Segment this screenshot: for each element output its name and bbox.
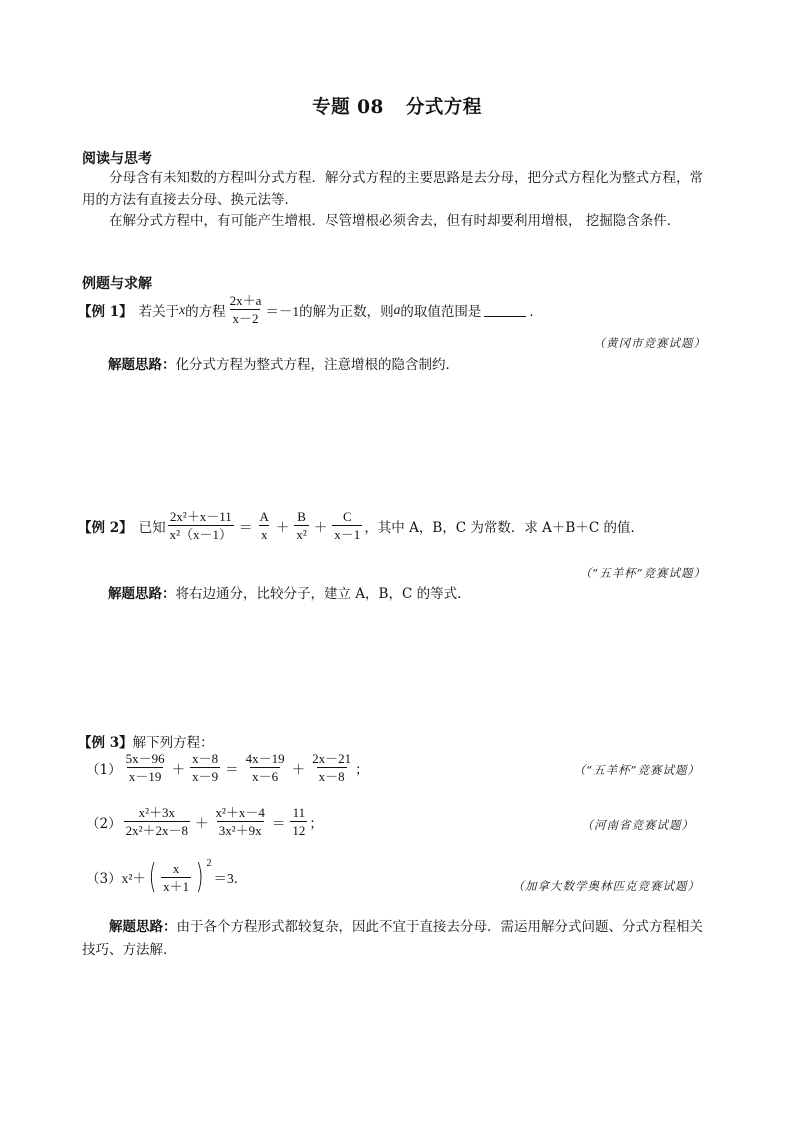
fraction	[310, 751, 353, 784]
fraction	[190, 751, 220, 784]
fraction	[332, 509, 362, 542]
hint-label: 解题思路：	[108, 586, 176, 602]
title-name: 分式方程	[405, 97, 482, 118]
variable-x: x	[179, 301, 186, 317]
problem-1-source: （“五羊杯”竞赛试题）	[573, 763, 700, 777]
example-2	[78, 509, 644, 542]
plus-sign: ＋	[291, 761, 306, 777]
fraction-denominator: 2x²＋2x－8	[125, 823, 188, 838]
hint-text: 化分式方程为整式方程，注意增根的隐含制约．	[175, 357, 459, 373]
fraction-numerator: 2x－21	[312, 751, 352, 766]
example-3-label: 【例 3】	[78, 735, 133, 751]
example-3-hint	[82, 916, 714, 962]
example-1	[78, 293, 543, 326]
problem-2	[86, 805, 323, 838]
fraction-denominator: x－6	[252, 769, 279, 784]
punctuation: ．	[529, 303, 543, 320]
page-title	[0, 93, 794, 119]
answer-blank[interactable]	[484, 302, 526, 317]
fraction	[244, 751, 287, 784]
example-3-text: 解下列方程：	[132, 735, 214, 751]
equation-rhs: ＝3．	[213, 871, 248, 886]
fraction	[294, 509, 308, 542]
exponent: 2	[206, 858, 212, 869]
fraction-denominator: 3x²＋9x	[218, 823, 262, 838]
problem-number: （2）	[86, 815, 122, 832]
fraction-numerator: x²＋3x	[138, 805, 175, 820]
title-topic: 专题 08	[312, 97, 384, 118]
fraction-numerator: x－8	[192, 751, 219, 766]
examples-heading: 例题与求解	[82, 276, 152, 292]
fraction	[161, 861, 191, 894]
equals-sign: ＝	[271, 815, 286, 831]
fraction-numerator: A	[259, 509, 269, 524]
problem-number: （3）	[86, 871, 122, 887]
punctuation: ；	[309, 815, 323, 832]
fraction-denominator: x－8	[318, 769, 345, 784]
fraction-denominator: x－1	[334, 527, 361, 542]
punctuation: ；	[355, 761, 369, 778]
fraction-numerator: 2x²＋x－11	[169, 509, 232, 524]
fraction-denominator: 12	[292, 823, 306, 838]
hint-label: 解题思路：	[109, 919, 177, 935]
fraction-numerator: 11	[292, 805, 306, 820]
hint-text: 将右边通分，比较分子，建立 A，B，C 的等式．	[175, 586, 471, 602]
fraction-denominator: x－2	[232, 311, 259, 326]
equals-sign: ＝	[239, 519, 253, 535]
example-3	[78, 731, 214, 751]
equation-rhs: ＝－1	[265, 303, 300, 319]
reading-paragraph-2: 在解分式方程中，有可能产生增根．尽管增根必须舍去，但有时却要利用增根， 挖掘隐含条件．	[109, 213, 681, 229]
fraction	[214, 805, 267, 838]
fraction	[258, 509, 271, 542]
fraction-denominator: x²（x－1）	[169, 527, 232, 542]
variable-a: a	[393, 301, 401, 317]
fraction-numerator: x²＋x－4	[215, 805, 265, 820]
fraction-denominator: x－9	[192, 769, 219, 784]
example-1-hint	[108, 354, 714, 376]
fraction	[168, 509, 234, 542]
example-2-hint	[108, 583, 714, 605]
example-2-source: （“五羊杯”竞赛试题）	[579, 566, 706, 580]
reading-heading: 阅读与思考	[82, 151, 152, 167]
example-2-text: 已知	[138, 519, 166, 536]
left-paren: (	[148, 857, 157, 897]
fraction-denominator: x＋1	[163, 878, 190, 894]
equation-lhs: x²＋	[121, 871, 146, 886]
fraction-denominator: x²	[296, 527, 307, 542]
fraction-denominator: x－19	[128, 769, 162, 784]
fraction-numerator: 4x－19	[245, 751, 285, 766]
hint-label: 解题思路：	[108, 357, 176, 373]
example-1-text: 的取值范围是	[400, 303, 482, 320]
example-2-text: ，其中 A，B，C 为常数．求 A＋B＋C 的值．	[364, 519, 644, 536]
fraction-numerator: 5x－96	[125, 751, 165, 766]
reading-paragraph-1: 分母含有未知数的方程叫分式方程．解分式方程的主要思路是去分母，把分式方程化为整式方程，常用的方法有直接去分母、换元法等．	[82, 170, 703, 208]
fraction	[290, 805, 307, 838]
example-1-text: 若关于	[138, 303, 180, 320]
problem-number: （1）	[86, 761, 122, 778]
fraction-numerator: x	[172, 860, 180, 876]
example-2-label: 【例 2】	[78, 519, 133, 536]
fraction	[124, 751, 167, 784]
problem-1	[86, 751, 369, 784]
equals-sign: ＝	[225, 761, 239, 777]
fraction-numerator: B	[297, 509, 306, 524]
fraction-numerator: C	[342, 509, 352, 524]
example-1-text: 的方程	[185, 303, 226, 320]
plus-sign: ＋	[195, 815, 209, 831]
fraction-numerator: 2x＋a	[229, 293, 262, 308]
example-1-text: 的解为正数，则	[299, 303, 394, 320]
example-1-source: （黄冈市竞赛试题）	[593, 336, 706, 350]
fraction-denominator: x	[260, 527, 268, 542]
problem-2-source: （河南省竞赛试题）	[581, 818, 694, 832]
plus-sign: ＋	[275, 519, 290, 535]
fraction	[228, 293, 264, 326]
problem-3-source: （加拿大数学奥林匹克竞赛试题）	[512, 879, 700, 893]
hint-text: 由于各个方程形式都较复杂，因此不宜于直接去分母．需运用解分式问题、分式方程相关技巧、方法解．	[82, 919, 703, 958]
example-1-label: 【例 1】	[78, 303, 133, 320]
right-paren: )	[195, 857, 204, 897]
plus-sign: ＋	[313, 519, 328, 535]
plus-sign: ＋	[171, 761, 186, 777]
problem-3	[86, 857, 248, 897]
fraction	[124, 805, 190, 838]
